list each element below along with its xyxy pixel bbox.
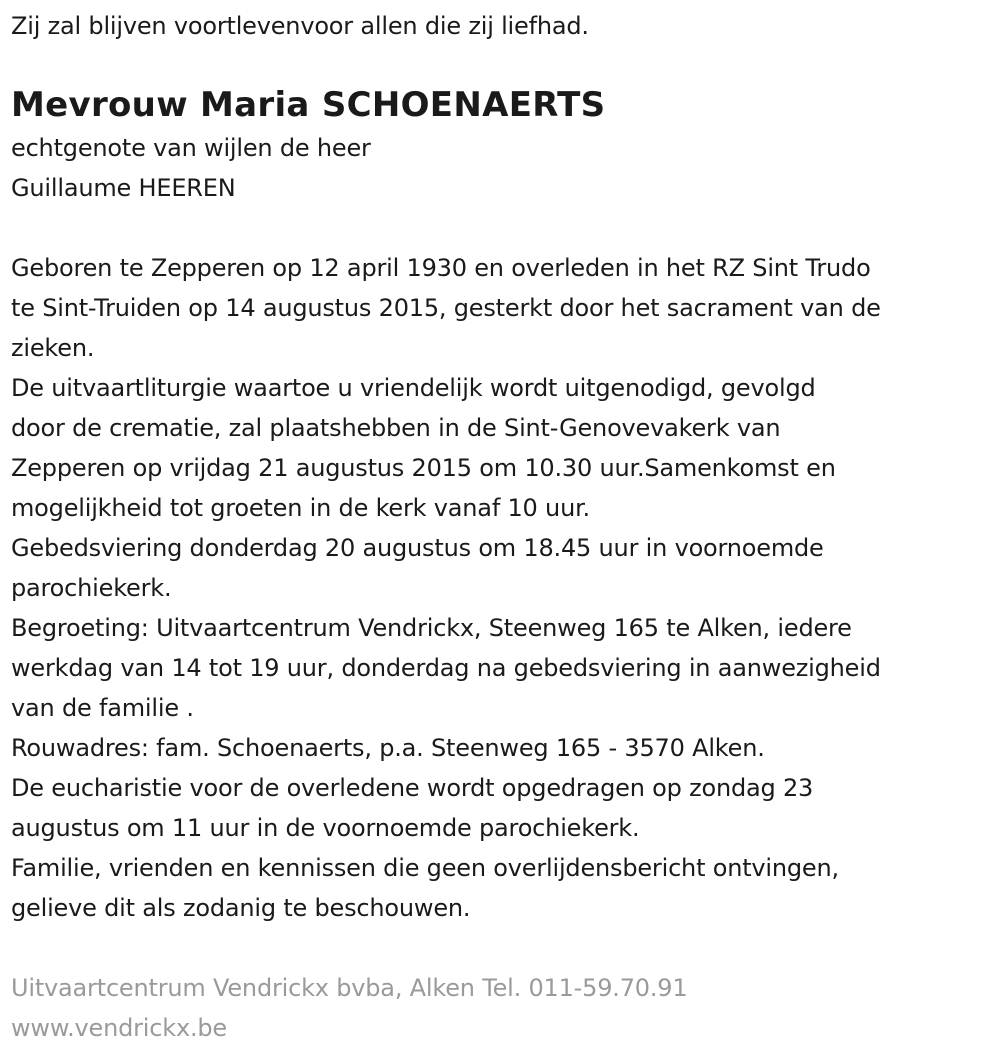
body-line: gelieve dit als zodanig te beschouwen. xyxy=(11,894,471,922)
body-line: Rouwadres: fam. Schoenaerts, p.a. Steenweg 165 - 3570 Alken. xyxy=(11,734,765,762)
body-line: parochiekerk. xyxy=(11,574,172,602)
body-line: Geboren te Zepperen op 12 april 1930 en overleden in het RZ Sint Trudo xyxy=(11,254,871,282)
notice-body xyxy=(11,248,996,928)
body-line: van de familie . xyxy=(11,694,194,722)
funeral-home-website: www.vendrickx.be xyxy=(11,1014,227,1042)
spouse-line: Guillaume HEEREN xyxy=(11,174,236,202)
body-line: Begroeting: Uitvaartcentrum Vendrickx, Steenweg 165 te Alken, iedere xyxy=(11,614,852,642)
body-line: De uitvaartliturgie waartoe u vriendelijk wordt uitgenodigd, gevolgd xyxy=(11,374,816,402)
spouse-line: echtgenote van wijlen de heer xyxy=(11,134,371,162)
intro-quote: Zij zal blijven voortlevenvoor allen die zij liefhad. xyxy=(11,12,589,40)
deceased-name: Mevrouw Maria SCHOENAERTS xyxy=(11,85,606,125)
body-line: mogelijkheid tot groeten in de kerk vanaf 10 uur. xyxy=(11,494,590,522)
body-line: Gebedsviering donderdag 20 augustus om 18.45 uur in voornoemde xyxy=(11,534,824,562)
body-line: Zepperen op vrijdag 21 augustus 2015 om 10.30 uur.Samenkomst en xyxy=(11,454,836,482)
body-line: De eucharistie voor de overledene wordt opgedragen op zondag 23 xyxy=(11,774,814,802)
body-line: werkdag van 14 tot 19 uur, donderdag na gebedsviering in aanwezigheid xyxy=(11,654,881,682)
obituary-notice xyxy=(11,0,996,1048)
body-line: Familie, vrienden en kennissen die geen overlijdensbericht ontvingen, xyxy=(11,854,839,882)
funeral-home-contact: Uitvaartcentrum Vendrickx bvba, Alken Tel. 011-59.70.91 xyxy=(11,974,688,1002)
body-line: te Sint-Truiden op 14 augustus 2015, gesterkt door het sacrament van de xyxy=(11,294,881,322)
body-line: augustus om 11 uur in de voornoemde parochiekerk. xyxy=(11,814,640,842)
spouse-block xyxy=(11,128,996,208)
body-line: door de crematie, zal plaatshebben in de Sint-Genovevakerk van xyxy=(11,414,781,442)
funeral-home-footer xyxy=(11,968,996,1048)
body-line: zieken. xyxy=(11,334,95,362)
